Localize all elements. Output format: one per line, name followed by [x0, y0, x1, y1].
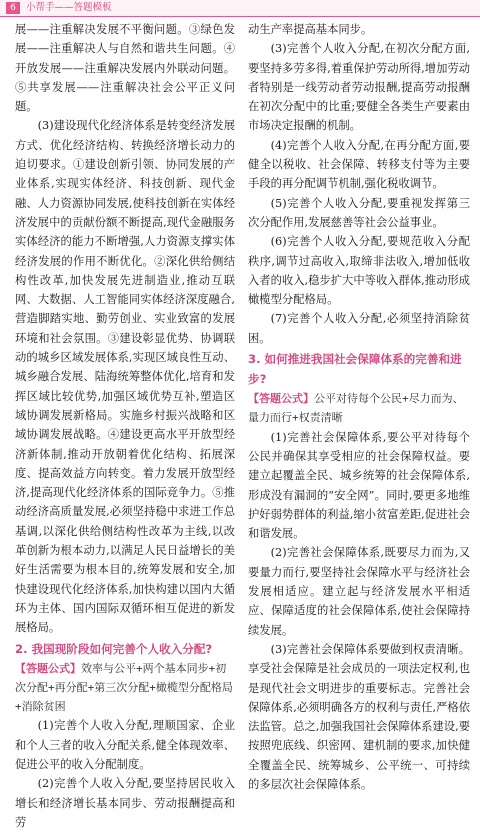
- question-heading: 2. 我国现阶段如何完善个人收入分配?: [15, 641, 213, 656]
- answer-formula: [248, 389, 470, 428]
- paragraph: 展——注重解决发展不平衡问题。③绿色发展——注重解决人与自然和谐共生问题。④开放发展——注重解决发展内外联动问题。⑤共享发展——注重解决社会公平正义问题。: [15, 23, 235, 114]
- answer-formula: [15, 659, 235, 717]
- formula-text: 公平对待每个公民+尽力而为、量力而行+权责清晰: [248, 392, 464, 425]
- paragraph: (5)完善个人收入分配,要重视发挥第三次分配作用,发展慈善等社会公益事业。: [248, 196, 470, 229]
- paragraph: (6)完善个人收入分配,要规范收入分配秩序,调节过高收入,取缔非法收入,增加低收入者的收入,稳步扩大中等收入群体,推动形成橄榄型分配格局。: [248, 235, 470, 307]
- page-number: 6: [6, 2, 20, 14]
- paragraph: (3)建设现代化经济体系是转变经济发展方式、优化经济结构、转换经济增长动力的迫切要求。①建设创新引领、协同发展的产业体系,实现实体经济、科技创新、现代金融、人力资源协同发展,使科技创新在实体经济发展中的贡献份额不断提高,现代金融服务实体经济的能力不断增强,人力资源支撑实体经济发展的作用不断优化。②深化供给侧结构性改革,加快发展先进制造业,推动互联网、大数据、人工智能同实体经济深度融合,营造脚踏实地、勤劳创业、实业致富的发展环境和社会氛围。③建设彰显优势、协调联动的城乡区域发展体系,实现区域良性互动、城乡融合发展、陆海统筹整体优化,培育和发挥区域比较优势,加强区域优势互补,塑造区域协调发展新格局。实施乡村振兴战略和区域协调发展战略。④建设更高水平开放型经济新体制,推动开放朝着优化结构、拓展深度、提高效益方向转变。着力发展开放型经济,提高现代化经济体系的国际竞争力。⑤推动经济高质量发展,必须坚持稳中求进工作总基调,以深化供给侧结构性改革为主线,以改革创新为根本动力,以满足人民日益增长的美好生活需要为根本目的,统筹发展和安全,加快建设现代化经济体系,加快构建以国内大循环为主体、国内国际双循环相互促进的新发展格局。: [15, 119, 235, 635]
- paragraph: (2)完善个人收入分配,要坚持居民收入增长和经济增长基本同步、劳动报酬提高和劳: [15, 777, 235, 829]
- paragraph: (1)完善个人收入分配,理顺国家、企业和个人三者的收入分配关系,健全体现效率、促进公平的收入分配制度。: [15, 719, 235, 771]
- right-column: [248, 20, 470, 794]
- formula-tag: 【答题公式】: [15, 661, 81, 675]
- question-heading: 3. 如何推进我国社会保障体系的完善和进步?: [248, 352, 462, 387]
- paragraph: (3)完善个人收入分配,在初次分配方面,要坚持多劳多得,着重保护劳动所得,增加劳动者特别是一线劳动者劳动报酬,提高劳动报酬在初次分配中的比重;要健全各类生产要素由市场决定报酬的机制。: [248, 42, 470, 133]
- formula-text: 效率与公平+两个基本同步+初次分配+再分配+第三次分配+橄榄型分配格局+消除贫困: [15, 661, 233, 714]
- running-header-title: 小帮手——答题模板: [26, 2, 112, 13]
- formula-tag: 【答题公式】: [248, 392, 314, 406]
- paragraph: (1)完善社会保障体系,要公平对待每个公民并确保其享受相应的社会保障权益。要建立起覆盖全民、城乡统筹的社会保障体系,形成没有漏洞的“安全网”。同时,要更多地维护好弱势群体的利益,缩小贫富差距,促进社会和谐发展。: [248, 430, 470, 541]
- paragraph: 动生产率提高基本同步。: [248, 23, 373, 36]
- paragraph: (3)完善社会保障体系要做到权责清晰。享受社会保障是社会成员的一项法定权利,也是现代社会文明进步的重要标志。完善社会保障体系,必须明确各方的权利与责任,严格依法监管。总之,加强我国社会保障体系建设,要按照兜底线、织密网、建机制的要求,加快健全覆盖全民、统筹城乡、公平统一、可持续的多层次社会保障体系。: [248, 642, 470, 791]
- left-column: [15, 20, 235, 832]
- paragraph: (7)完善个人收入分配,必须坚持消除贫困。: [248, 312, 470, 345]
- paragraph: (4)完善个人收入分配,在再分配方面,要健全以税收、社会保障、转移支付等为主要手段的再分配调节机制,强化税收调节。: [248, 138, 470, 191]
- paragraph: (2)完善社会保障体系,既要尽力而为,又要量力而行,要坚持社会保障水平与经济社会发展相适应。建立起与经济发展水平相适应、保障适度的社会保障体系,使社会保障持续发展。: [248, 546, 470, 637]
- header-divider: [0, 16, 480, 17]
